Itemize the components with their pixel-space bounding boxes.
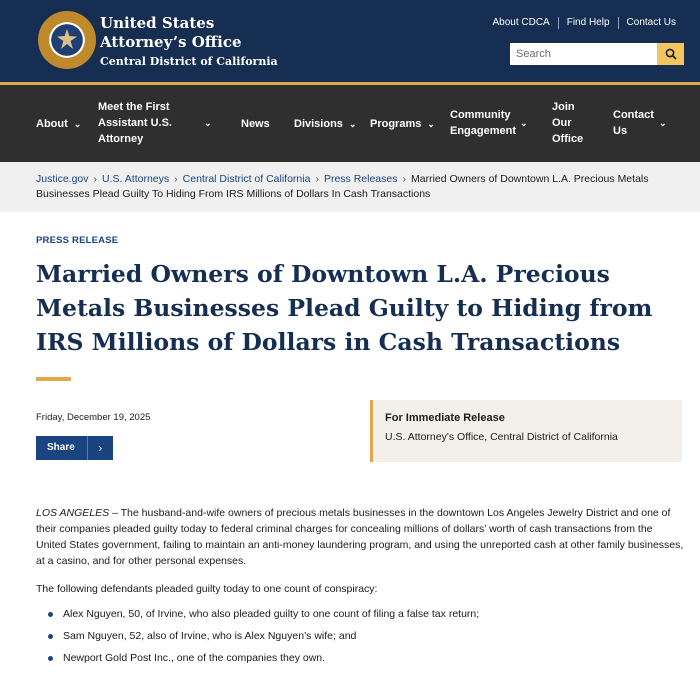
nav-item-programs[interactable] <box>370 116 435 132</box>
chevron-right-icon: › <box>93 173 98 185</box>
nav-item-first-assistant[interactable] <box>98 99 218 147</box>
find-help-link[interactable]: Find Help <box>558 17 618 29</box>
doj-seal-logo[interactable] <box>38 11 96 69</box>
chevron-down-icon: ⌄ <box>348 118 357 129</box>
list-item: Newport Gold Post Inc., one of the companies they own. <box>36 650 684 666</box>
search-icon <box>665 48 677 60</box>
site-title[interactable] <box>100 14 278 70</box>
chevron-down-icon: ⌄ <box>659 117 667 128</box>
breadcrumb-current: Married Owners of Downtown L.A. Precious Metals Businesses Plead Guilty To Hiding From IRS Millions of Dollars In Cash Transactions <box>36 173 649 200</box>
search-form <box>510 43 684 65</box>
nav-item-contact-us[interactable] <box>613 107 665 139</box>
utility-links <box>484 17 684 29</box>
nav-item-divisions[interactable] <box>294 116 356 132</box>
chevron-right-icon: › <box>174 173 178 185</box>
breadcrumb-link-justice-gov[interactable]: Justice.gov <box>36 173 89 185</box>
breadcrumb <box>0 162 700 212</box>
about-cdca-link[interactable]: About CDCA <box>492 17 550 28</box>
contact-us-link[interactable]: Contact Us <box>618 17 684 29</box>
release-info-box <box>370 400 682 462</box>
search-button[interactable] <box>657 43 684 65</box>
nav-item-label: Join Our Office <box>552 101 584 145</box>
share-label: Share <box>36 436 87 460</box>
release-heading: For Immediate Release <box>385 412 505 424</box>
nav-item-label: Divisions <box>294 118 343 130</box>
defendants-intro: The following defendants pleaded guilty today to one count of conspiracy: <box>36 583 378 595</box>
nav-item-label: About <box>36 118 68 130</box>
chevron-down-icon: ⌄ <box>427 118 435 129</box>
org-name-line2: Attorney’s Office <box>100 33 242 51</box>
share-button[interactable] <box>36 436 113 460</box>
list-item: Alex Nguyen, 50, of Irvine, who also pleaded guilty to one count of filing a false tax return; <box>36 606 684 622</box>
nav-item-label: Programs <box>370 118 422 130</box>
press-release-label: PRESS RELEASE <box>36 235 119 246</box>
breadcrumb-link-cdca[interactable]: Central District of California <box>182 173 311 185</box>
nav-item-label: Meet the First Assistant U.S. Attorney <box>98 101 172 145</box>
nav-item-join-our-office[interactable] <box>552 99 588 147</box>
chevron-right-icon: › <box>87 436 113 460</box>
nav-item-label: Contact Us <box>613 109 654 137</box>
breadcrumb-link-press-releases[interactable]: Press Releases <box>323 173 398 185</box>
list-item: Sam Nguyen, 52, also of Irvine, who is Alex Nguyen’s wife; and <box>36 628 684 644</box>
release-source: U.S. Attorney's Office, Central District of California <box>385 431 618 443</box>
nav-item-news[interactable] <box>241 116 270 132</box>
org-name-line1: United States <box>100 14 215 32</box>
chevron-down-icon: ⌄ <box>73 118 82 129</box>
nav-item-about[interactable] <box>36 116 81 132</box>
nav-item-community-engagement[interactable] <box>450 107 530 139</box>
nav-item-label: Community Engagement <box>450 109 517 137</box>
main-nav <box>0 85 700 162</box>
lead-paragraph <box>36 505 684 569</box>
dateline: LOS ANGELES <box>36 507 110 519</box>
site-header <box>0 0 700 82</box>
article-body <box>36 505 684 672</box>
breadcrumb-link-us-attorneys[interactable]: U.S. Attorneys <box>102 173 170 185</box>
search-input[interactable] <box>510 43 657 65</box>
org-district: Central District of California <box>100 55 278 68</box>
chevron-right-icon: › <box>402 173 406 185</box>
defendants-list <box>36 606 684 666</box>
title-divider <box>36 377 71 381</box>
chevron-right-icon: › <box>315 173 319 185</box>
release-date: Friday, December 19, 2025 <box>36 412 151 423</box>
chevron-down-icon: ⌄ <box>520 117 528 128</box>
nav-item-label: News <box>241 118 270 130</box>
page-title: Married Owners of Downtown L.A. Precious Metals Businesses Plead Guilty to Hiding from IRS Millions of Dollars in Cash Transactions <box>36 260 653 356</box>
lead-text: – The husband-and-wife owners of precious metals businesses in the downtown Los Angeles Jewelry District and one of their companies pleaded guilty today to federal criminal charges for concealing millions of dollars’ worth of cash transactions from the United States government, failing to maintain an anti-money laundering program, and using the unreported cash at other family businesses, at a casino, and for other personal expenses. <box>36 507 684 567</box>
chevron-down-icon: ⌄ <box>204 117 212 128</box>
